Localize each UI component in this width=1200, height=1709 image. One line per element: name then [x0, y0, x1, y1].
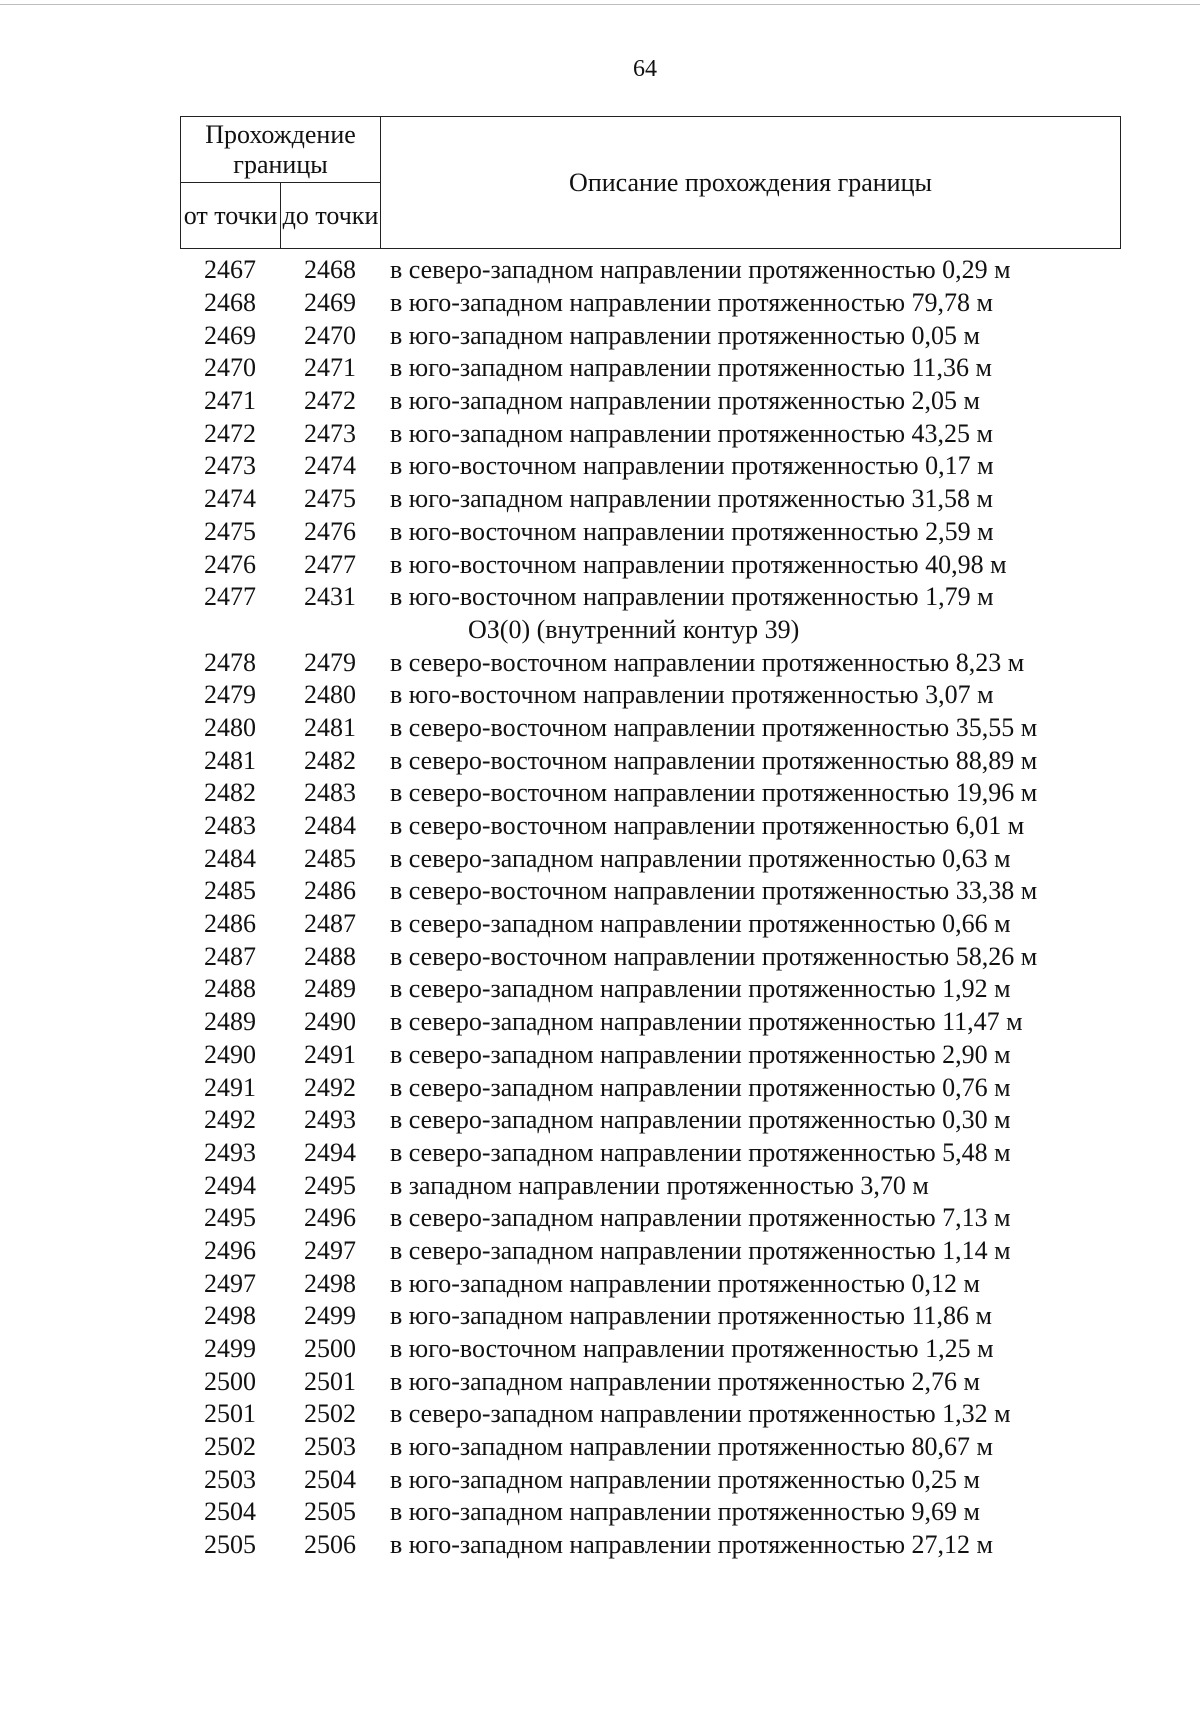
- to-point-cell: 2489: [304, 974, 356, 1004]
- description-cell: в северо-западном направлении протяженностью 7,13 м: [390, 1203, 1011, 1233]
- from-point-cell: 2499: [204, 1334, 256, 1364]
- table-row: [180, 1463, 1120, 1496]
- to-point-cell: 2505: [304, 1497, 356, 1527]
- from-point-cell: 2501: [204, 1399, 256, 1429]
- description-cell: в северо-западном направлении протяженностью 0,63 м: [390, 843, 1011, 873]
- description-cell: в юго-западном направлении протяженностью 0,25 м: [390, 1464, 980, 1494]
- from-point-cell: 2492: [204, 1105, 256, 1135]
- from-point-cell: 2478: [204, 647, 256, 677]
- table-row: [180, 1104, 1120, 1137]
- description-cell: в северо-восточном направлении протяженностью 6,01 м: [390, 811, 1025, 841]
- description-cell: в северо-западном направлении протяженностью 0,30 м: [390, 1105, 1011, 1135]
- description-cell: в северо-западном направлении протяженностью 1,14 м: [390, 1235, 1011, 1265]
- to-point-cell: 2488: [304, 941, 356, 971]
- table-row: [180, 875, 1120, 908]
- from-point-cell: 2489: [204, 1007, 256, 1037]
- table-row: [180, 679, 1120, 712]
- section-title: ОЗ(0) (внутренний контур 39): [468, 614, 800, 644]
- table-row: [180, 1365, 1120, 1398]
- table-row: [180, 1496, 1120, 1529]
- from-point-cell: 2469: [204, 320, 256, 350]
- description-cell: в северо-западном направлении протяженностью 0,76 м: [390, 1072, 1011, 1102]
- description-cell: в северо-восточном направлении протяженностью 8,23 м: [390, 647, 1025, 677]
- table-row: [180, 712, 1120, 745]
- from-point-cell: 2482: [204, 778, 256, 808]
- description-cell: в северо-западном направлении протяженностью 0,29 м: [390, 255, 1011, 285]
- from-point-cell: 2483: [204, 811, 256, 841]
- from-point-cell: 2497: [204, 1268, 256, 1298]
- to-point-cell: 2486: [304, 876, 356, 906]
- table-row: [180, 1267, 1120, 1300]
- from-point-cell: 2470: [204, 353, 256, 383]
- table-body: [180, 254, 1120, 1562]
- description-cell: в юго-восточном направлении протяженностью 40,98 м: [390, 549, 1007, 579]
- table-row: [180, 744, 1120, 777]
- from-point-cell: 2473: [204, 451, 256, 481]
- description-cell: в юго-восточном направлении протяженностью 2,59 м: [390, 516, 994, 546]
- from-point-cell: 2474: [204, 484, 256, 514]
- description-cell: в юго-западном направлении протяженностью 2,05 м: [390, 386, 980, 416]
- table-row: [180, 1039, 1120, 1072]
- description-cell: в юго-западном направлении протяженностью 80,67 м: [390, 1432, 993, 1462]
- scan-edge-line: [0, 4, 1200, 5]
- to-point-cell: 2473: [304, 418, 356, 448]
- table-row: [180, 548, 1120, 581]
- description-cell: в северо-восточном направлении протяженностью 19,96 м: [390, 778, 1038, 808]
- description-cell: в юго-западном направлении протяженностью 11,86 м: [390, 1301, 993, 1331]
- table-row: [180, 483, 1120, 516]
- description-cell: в юго-западном направлении протяженностью 9,69 м: [390, 1497, 980, 1527]
- description-cell: в северо-западном направлении протяженностью 11,47 м: [390, 1007, 1023, 1037]
- description-cell: в северо-западном направлении протяженностью 0,66 м: [390, 909, 1011, 939]
- table-row: [180, 908, 1120, 941]
- to-point-cell: 2501: [304, 1366, 356, 1396]
- header-to-label: до точки: [281, 183, 381, 249]
- from-point-cell: 2485: [204, 876, 256, 906]
- header-description-label: Описание прохождения границы: [381, 117, 1121, 249]
- to-point-cell: 2503: [304, 1432, 356, 1462]
- description-cell: в северо-западном направлении протяженностью 5,48 м: [390, 1137, 1011, 1167]
- table-row: [180, 1071, 1120, 1104]
- to-point-cell: 2500: [304, 1334, 356, 1364]
- page-number: 64: [633, 56, 657, 82]
- table-row: [180, 319, 1120, 352]
- description-cell: в юго-западном направлении протяженностью 79,78 м: [390, 288, 993, 318]
- table-row: [180, 385, 1120, 418]
- from-point-cell: 2505: [204, 1530, 256, 1560]
- description-cell: в юго-западном направлении протяженностью 0,05 м: [390, 320, 980, 350]
- to-point-cell: 2476: [304, 516, 356, 546]
- to-point-cell: 2474: [304, 451, 356, 481]
- from-point-cell: 2500: [204, 1366, 256, 1396]
- from-point-cell: 2476: [204, 549, 256, 579]
- from-point-cell: 2496: [204, 1235, 256, 1265]
- description-cell: в северо-восточном направлении протяженностью 58,26 м: [390, 941, 1038, 971]
- table-row: [180, 842, 1120, 875]
- table-row: [180, 1333, 1120, 1366]
- from-point-cell: 2486: [204, 909, 256, 939]
- to-point-cell: 2504: [304, 1464, 356, 1494]
- from-point-cell: 2504: [204, 1497, 256, 1527]
- to-point-cell: 2483: [304, 778, 356, 808]
- from-point-cell: 2502: [204, 1432, 256, 1462]
- description-cell: в северо-восточном направлении протяженностью 33,38 м: [390, 876, 1038, 906]
- from-point-cell: 2475: [204, 516, 256, 546]
- description-cell: в северо-западном направлении протяженностью 1,32 м: [390, 1399, 1011, 1429]
- to-point-cell: 2431: [304, 582, 356, 612]
- to-point-cell: 2475: [304, 484, 356, 514]
- to-point-cell: 2477: [304, 549, 356, 579]
- table-row: [180, 1169, 1120, 1202]
- to-point-cell: 2468: [304, 255, 356, 285]
- to-point-cell: 2495: [304, 1170, 356, 1200]
- to-point-cell: 2492: [304, 1072, 356, 1102]
- to-point-cell: 2481: [304, 712, 356, 742]
- from-point-cell: 2491: [204, 1072, 256, 1102]
- from-point-cell: 2481: [204, 745, 256, 775]
- description-cell: в западном направлении протяженностью 3,70 м: [390, 1170, 929, 1200]
- from-point-cell: 2484: [204, 843, 256, 873]
- description-cell: в юго-западном направлении протяженностью 11,36 м: [390, 353, 993, 383]
- table-row: [180, 777, 1120, 810]
- from-point-cell: 2498: [204, 1301, 256, 1331]
- table-row: [180, 581, 1120, 614]
- from-point-cell: 2480: [204, 712, 256, 742]
- table-row: [180, 1398, 1120, 1431]
- to-point-cell: 2485: [304, 843, 356, 873]
- description-cell: в юго-восточном направлении протяженностью 0,17 м: [390, 451, 994, 481]
- table-row: [180, 417, 1120, 450]
- from-point-cell: 2471: [204, 386, 256, 416]
- from-point-cell: 2494: [204, 1170, 256, 1200]
- from-point-cell: 2487: [204, 941, 256, 971]
- table-row: [180, 450, 1120, 483]
- table-row: [180, 810, 1120, 843]
- from-point-cell: 2468: [204, 288, 256, 318]
- from-point-cell: 2477: [204, 582, 256, 612]
- description-cell: в юго-западном направлении протяженностью 43,25 м: [390, 418, 993, 448]
- from-point-cell: 2488: [204, 974, 256, 1004]
- header-from-label: от точки: [181, 183, 281, 249]
- description-cell: в юго-восточном направлении протяженностью 3,07 м: [390, 680, 994, 710]
- to-point-cell: 2469: [304, 288, 356, 318]
- table-row: [180, 1529, 1120, 1562]
- from-point-cell: 2495: [204, 1203, 256, 1233]
- table-row: [180, 1235, 1120, 1268]
- table-row: [180, 1006, 1120, 1039]
- table-row: [180, 646, 1120, 679]
- from-point-cell: 2490: [204, 1039, 256, 1069]
- table-row: [180, 287, 1120, 320]
- description-cell: в юго-западном направлении протяженностью 31,58 м: [390, 484, 993, 514]
- to-point-cell: 2471: [304, 353, 356, 383]
- table-row: [180, 940, 1120, 973]
- table-row: [180, 352, 1120, 385]
- description-cell: в юго-западном направлении протяженностью 2,76 м: [390, 1366, 980, 1396]
- to-point-cell: 2491: [304, 1039, 356, 1069]
- table-row: [180, 1137, 1120, 1170]
- to-point-cell: 2470: [304, 320, 356, 350]
- to-point-cell: 2479: [304, 647, 356, 677]
- table-header: [180, 116, 1121, 249]
- to-point-cell: 2498: [304, 1268, 356, 1298]
- table-row: [180, 1431, 1120, 1464]
- to-point-cell: 2497: [304, 1235, 356, 1265]
- header-group-label: Прохождение границы: [181, 117, 381, 183]
- to-point-cell: 2499: [304, 1301, 356, 1331]
- from-point-cell: 2472: [204, 418, 256, 448]
- to-point-cell: 2484: [304, 811, 356, 841]
- to-point-cell: 2506: [304, 1530, 356, 1560]
- table-row: [180, 254, 1120, 287]
- to-point-cell: 2494: [304, 1137, 356, 1167]
- from-point-cell: 2493: [204, 1137, 256, 1167]
- table-row: [180, 973, 1120, 1006]
- description-cell: в юго-западном направлении протяженностью 0,12 м: [390, 1268, 980, 1298]
- description-cell: в юго-восточном направлении протяженностью 1,25 м: [390, 1334, 994, 1364]
- to-point-cell: 2496: [304, 1203, 356, 1233]
- table-row: [180, 1300, 1120, 1333]
- to-point-cell: 2490: [304, 1007, 356, 1037]
- from-point-cell: 2467: [204, 255, 256, 285]
- description-cell: в северо-западном направлении протяженностью 2,90 м: [390, 1039, 1011, 1069]
- table-row: [180, 1202, 1120, 1235]
- description-cell: в северо-западном направлении протяженностью 1,92 м: [390, 974, 1011, 1004]
- from-point-cell: 2479: [204, 680, 256, 710]
- to-point-cell: 2502: [304, 1399, 356, 1429]
- description-cell: в юго-восточном направлении протяженностью 1,79 м: [390, 582, 994, 612]
- table-row: [180, 516, 1120, 549]
- description-cell: в северо-восточном направлении протяженностью 88,89 м: [390, 745, 1038, 775]
- from-point-cell: 2503: [204, 1464, 256, 1494]
- to-point-cell: 2487: [304, 909, 356, 939]
- description-cell: в северо-восточном направлении протяженностью 35,55 м: [390, 712, 1038, 742]
- to-point-cell: 2482: [304, 745, 356, 775]
- to-point-cell: 2493: [304, 1105, 356, 1135]
- description-cell: в юго-западном направлении протяженностью 27,12 м: [390, 1530, 993, 1560]
- section-heading-row: [180, 614, 1120, 647]
- to-point-cell: 2472: [304, 386, 356, 416]
- to-point-cell: 2480: [304, 680, 356, 710]
